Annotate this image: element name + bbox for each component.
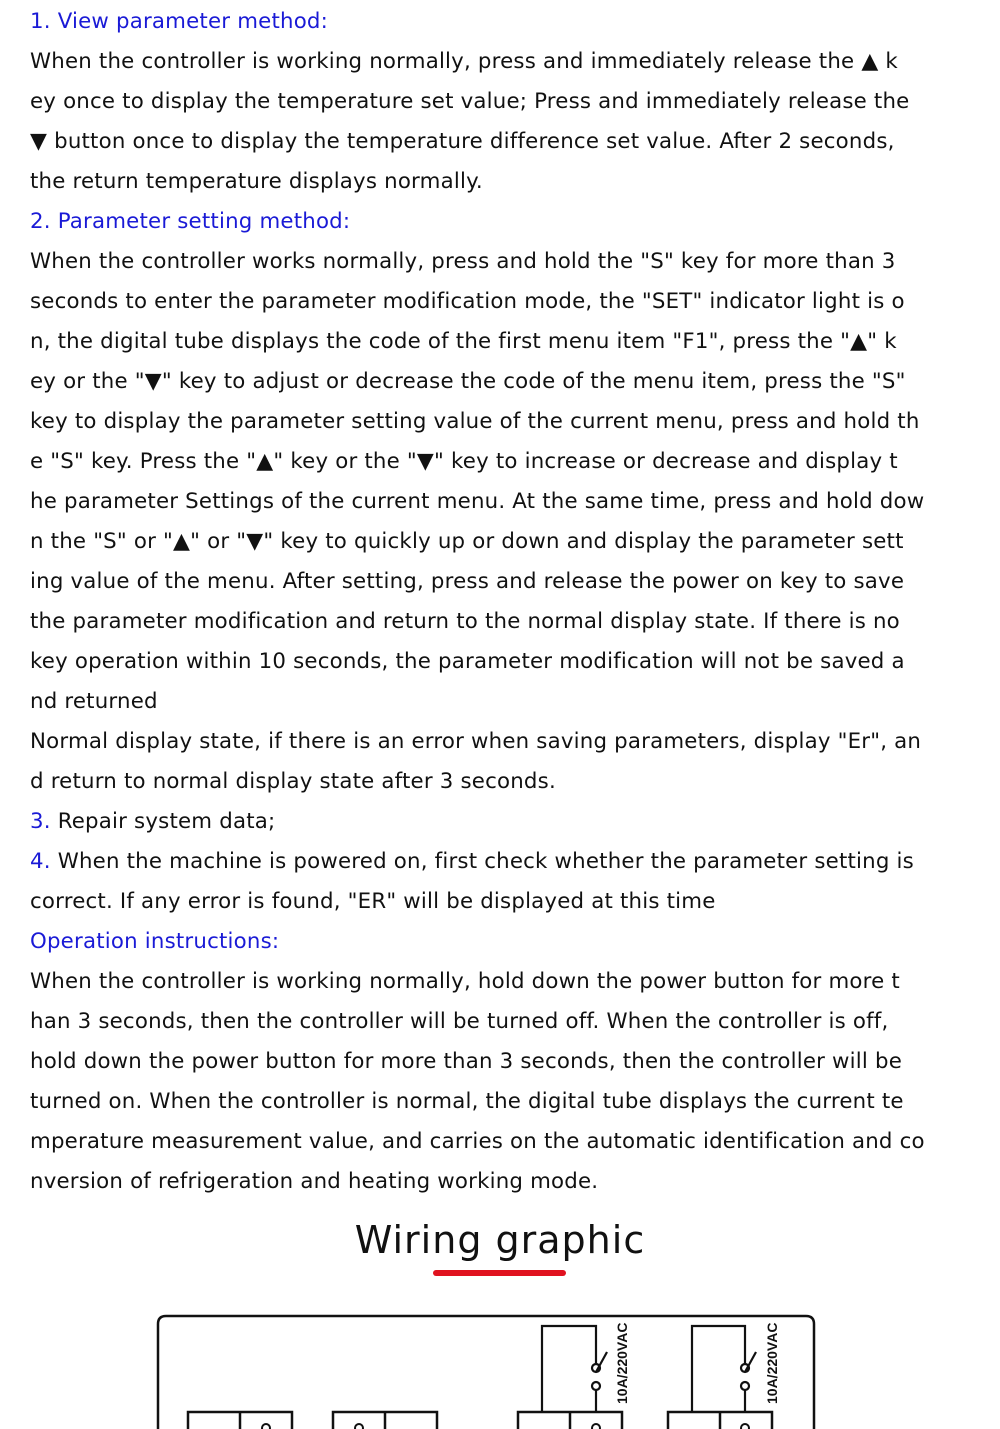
terminal-dot [741, 1424, 749, 1429]
text-segment: seconds to enter the parameter modification mode, the "SET" indicator light is o [30, 289, 905, 314]
text-line [30, 1162, 978, 1202]
text-segment: ey once to display the temperature set value; Press and immediately release the [30, 89, 910, 114]
wiring-diagram [0, 1300, 1000, 1429]
text-segment: Normal display state, if there is an error when saving parameters, display "Er", an [30, 729, 922, 754]
section-heading: 2. Parameter setting method: [30, 209, 351, 234]
text-line [30, 642, 978, 682]
text-line [30, 2, 978, 42]
text-line [30, 1082, 978, 1122]
text-segment: han 3 seconds, then the controller will be turned off. When the controller is off, [30, 1009, 889, 1034]
text-line [30, 1122, 978, 1162]
text-line [30, 722, 978, 762]
text-line [30, 1042, 978, 1082]
text-line [30, 682, 978, 722]
relay-rating-1: 10A/220VAC [614, 1322, 630, 1404]
text-line [30, 802, 978, 842]
wiring-section-header [0, 1212, 1000, 1268]
text-segment: correct. If any error is found, "ER" will be displayed at this time [30, 889, 716, 914]
text-segment: When the machine is powered on, first check whether the parameter setting is [50, 849, 914, 874]
text-line [30, 362, 978, 402]
text-segment: the parameter modification and return to the normal display state. If there is no [30, 609, 900, 634]
text-segment: d return to normal display state after 3 seconds. [30, 769, 556, 794]
instruction-text [30, 2, 978, 1202]
text-segment: " or " [190, 529, 247, 554]
down-arrow-icon: ▼ [416, 449, 435, 474]
text-line [30, 402, 978, 442]
text-segment: turned on. When the controller is normal, the digital tube displays the current te [30, 1089, 904, 1114]
text-segment: button once to display the temperature difference set value. After 2 seconds, [47, 129, 895, 154]
text-line [30, 82, 978, 122]
down-arrow-icon: ▼ [144, 369, 162, 394]
section-heading: 1. View parameter method: [30, 9, 329, 34]
section-heading: 4. [30, 849, 51, 874]
text-segment: n, the digital tube displays the code of the first menu item "F1", press the " [30, 329, 851, 354]
text-segment: ing value of the menu. After setting, press and release the power on key to save [30, 569, 905, 594]
relay-rating-2: 10A/220VAC [764, 1322, 780, 1404]
text-line [30, 482, 978, 522]
relay-1 [542, 1326, 607, 1412]
text-segment: k [878, 49, 898, 74]
text-segment: key to display the parameter setting value of the current menu, press and hold th [30, 409, 920, 434]
up-arrow-icon: ▲ [861, 49, 879, 74]
text-segment: Repair system data; [50, 809, 276, 834]
up-arrow-icon: ▲ [850, 329, 868, 354]
text-segment: the return temperature displays normally. [30, 169, 483, 194]
terminal-dot [592, 1424, 600, 1429]
up-arrow-icon: ▲ [256, 449, 274, 474]
relay-2 [692, 1326, 756, 1412]
text-segment: " key to adjust or decrease the code of the menu item, press the "S" [161, 369, 906, 394]
text-segment: When the controller is working normally, press and immediately release the [30, 49, 862, 74]
section-heading: 3. [30, 809, 51, 834]
text-line [30, 562, 978, 602]
text-segment: mperature measurement value, and carries on the automatic identification and co [30, 1129, 925, 1154]
text-line [30, 42, 978, 82]
text-line [30, 282, 978, 322]
down-arrow-icon: ▼ [246, 529, 264, 554]
wiring-title: Wiring graphic [354, 1218, 646, 1262]
text-segment: " k [867, 329, 897, 354]
text-segment: he parameter Settings of the current menu. At the same time, press and hold dow [30, 489, 925, 514]
text-line [30, 842, 978, 882]
text-segment: nversion of refrigeration and heating working mode. [30, 1169, 599, 1194]
text-segment: n the "S" or " [30, 529, 174, 554]
text-line [30, 162, 978, 202]
text-segment: When the controller is working normally, hold down the power button for more t [30, 969, 900, 994]
text-segment: key operation within 10 seconds, the parameter modification will not be saved a [30, 649, 905, 674]
text-line [30, 602, 978, 642]
text-line [30, 442, 978, 482]
text-line [30, 962, 978, 1002]
text-segment: When the controller works normally, press and hold the "S" key for more than 3 [30, 249, 896, 274]
down-arrow-icon: ▼ [30, 129, 48, 154]
up-arrow-icon: ▲ [173, 529, 191, 554]
text-line [30, 202, 978, 242]
text-line [30, 522, 978, 562]
text-line [30, 922, 978, 962]
text-segment: " key or the " [273, 449, 417, 474]
text-line [30, 762, 978, 802]
text-segment: e "S" key. Press the " [30, 449, 257, 474]
text-segment: ey or the " [30, 369, 145, 394]
text-segment: nd returned [30, 689, 158, 714]
title-underline [433, 1270, 566, 1276]
terminal-dot [355, 1424, 363, 1429]
text-line [30, 1002, 978, 1042]
terminal-dot [262, 1424, 270, 1429]
text-segment: " key to quickly up or down and display the parameter sett [263, 529, 904, 554]
text-line [30, 882, 978, 922]
text-line [30, 322, 978, 362]
text-segment: " key to increase or decrease and display t [434, 449, 898, 474]
text-line [30, 242, 978, 282]
text-segment: hold down the power button for more than 3 seconds, then the controller will be [30, 1049, 903, 1074]
text-line [30, 122, 978, 162]
section-heading: Operation instructions: [30, 929, 280, 954]
